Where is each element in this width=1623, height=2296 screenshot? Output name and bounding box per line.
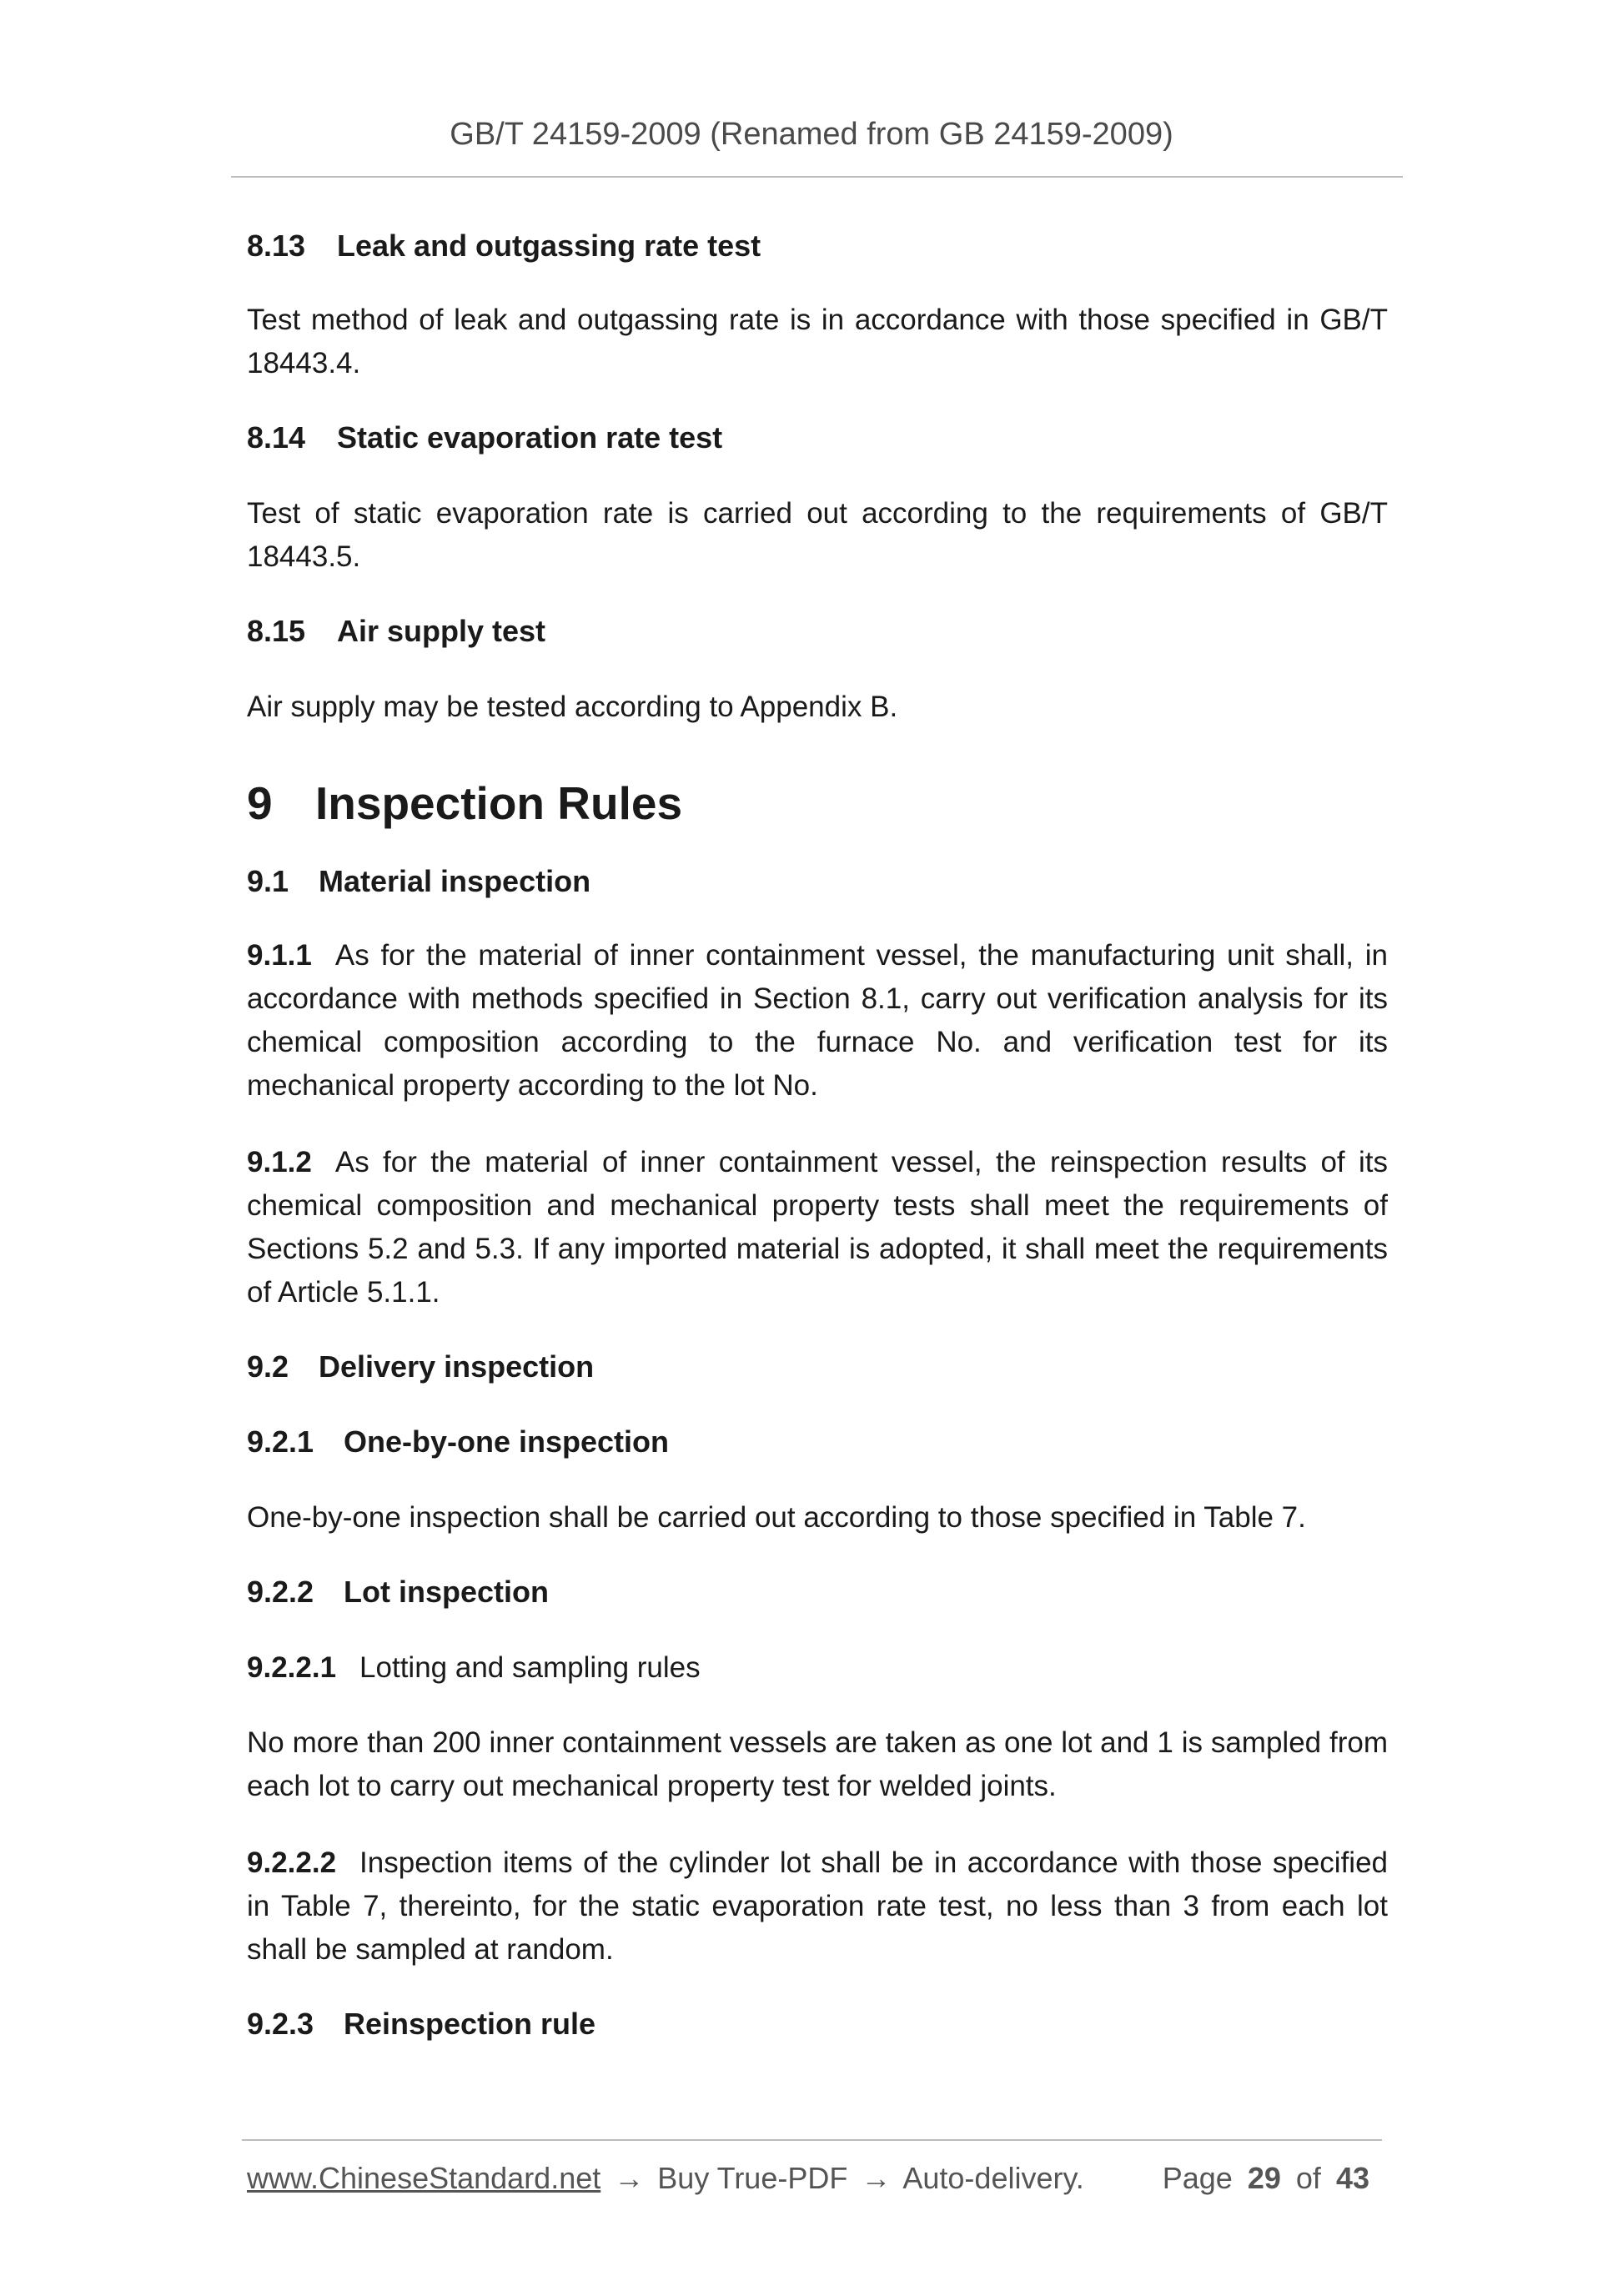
page-footer: [247, 2158, 1384, 2198]
clause-number: 9.1.2: [247, 1146, 312, 1178]
section-number: 8.13: [247, 229, 306, 263]
clause-number: 9.1.1: [247, 939, 312, 972]
section-heading: [247, 225, 1388, 267]
paragraph: [247, 1646, 1388, 1690]
section-title: Leak and outgassing rate test: [337, 229, 761, 263]
clause-text: As for the material of inner containment vessel, the manufacturing unit shall, in accordance with methods specified in Section 8.1, carry out verification analysis for its chemical composition according to the furnace No. and verification test for its mechanical property according to the lot No.: [247, 939, 1388, 1102]
clause-text: Lotting and sampling rules: [359, 1651, 701, 1684]
clause-text: Inspection items of the cylinder lot shall be in accordance with those specified in Table 7, thereinto, for the static evaporation rate test, no less than 3 from each lot shall be sampled at random.: [247, 1846, 1388, 1966]
section-title: One-by-one inspection: [344, 1424, 670, 1459]
chapter-number: 9: [247, 777, 273, 829]
footer-divider: [242, 2139, 1382, 2141]
section-number: 9.2.3: [247, 2007, 314, 2041]
clause-number: 9.2.2.2: [247, 1846, 337, 1879]
section-heading: [247, 1346, 1388, 1388]
document-body: [247, 225, 1388, 2045]
paragraph: [247, 934, 1388, 1108]
section-heading: [247, 2003, 1388, 2045]
section-title: Material inspection: [319, 864, 591, 898]
section-heading: [247, 610, 1388, 652]
section-title: Lot inspection: [344, 1575, 549, 1609]
total-pages: 43: [1335, 2161, 1369, 2195]
header-divider: [231, 176, 1403, 178]
section-title: Air supply test: [337, 614, 546, 648]
section-heading: [247, 861, 1388, 902]
chapter-title: Inspection Rules: [315, 777, 683, 829]
section-heading: [247, 1421, 1388, 1463]
section-number: 9.2: [247, 1349, 289, 1384]
section-title: Static evaporation rate test: [337, 420, 723, 455]
paragraph: No more than 200 inner containment vessels are taken as one lot and 1 is sampled from each lot to carry out mechanical property test for welded joints.: [247, 1726, 1388, 1802]
clause-number: 9.2.2.1: [247, 1651, 337, 1684]
section-number: 9.2.2: [247, 1575, 314, 1609]
section-title: Delivery inspection: [319, 1349, 595, 1384]
section-number: 9.1: [247, 864, 289, 898]
arrow-right-icon: →: [861, 2161, 892, 2195]
paragraph: Test of static evaporation rate is carried out according to the requirements of GB/T 18443.5.: [247, 497, 1388, 573]
chapter-heading: [247, 774, 1388, 832]
paragraph: Air supply may be tested according to Appendix B.: [247, 691, 898, 723]
page-label: Page: [1162, 2161, 1233, 2195]
section-heading: [247, 1571, 1388, 1613]
current-page: 29: [1247, 2161, 1281, 2195]
of-label: of: [1295, 2161, 1321, 2195]
paragraph: [247, 1841, 1388, 1972]
section-number: 8.15: [247, 614, 306, 648]
section-number: 9.2.1: [247, 1424, 314, 1459]
section-heading: [247, 417, 1388, 459]
website-link[interactable]: www.ChineseStandard.net: [247, 2161, 601, 2195]
section-title: Reinspection rule: [344, 2007, 596, 2041]
paragraph: Test method of leak and outgassing rate is in accordance with those specified in GB/T 18443.4.: [247, 304, 1388, 379]
page-indicator: [1163, 2158, 1376, 2198]
buy-pdf-text: Buy True-PDF: [657, 2161, 848, 2195]
delivery-text: Auto-delivery.: [902, 2161, 1084, 2195]
section-number: 8.14: [247, 420, 306, 455]
paragraph: One-by-one inspection shall be carried out according to those specified in Table 7.: [247, 1501, 1306, 1534]
paragraph: [247, 1141, 1388, 1314]
arrow-right-icon: →: [614, 2161, 645, 2195]
clause-text: As for the material of inner containment vessel, the reinspection results of its chemical composition and mechanical property tests shall meet the requirements of Sections 5.2 and 5.3. If any imported material is adopted, it shall meet the requirements of Article 5.1.1.: [247, 1146, 1388, 1309]
page-header-title: GB/T 24159-2009 (Renamed from GB 24159-2009): [450, 117, 1173, 152]
